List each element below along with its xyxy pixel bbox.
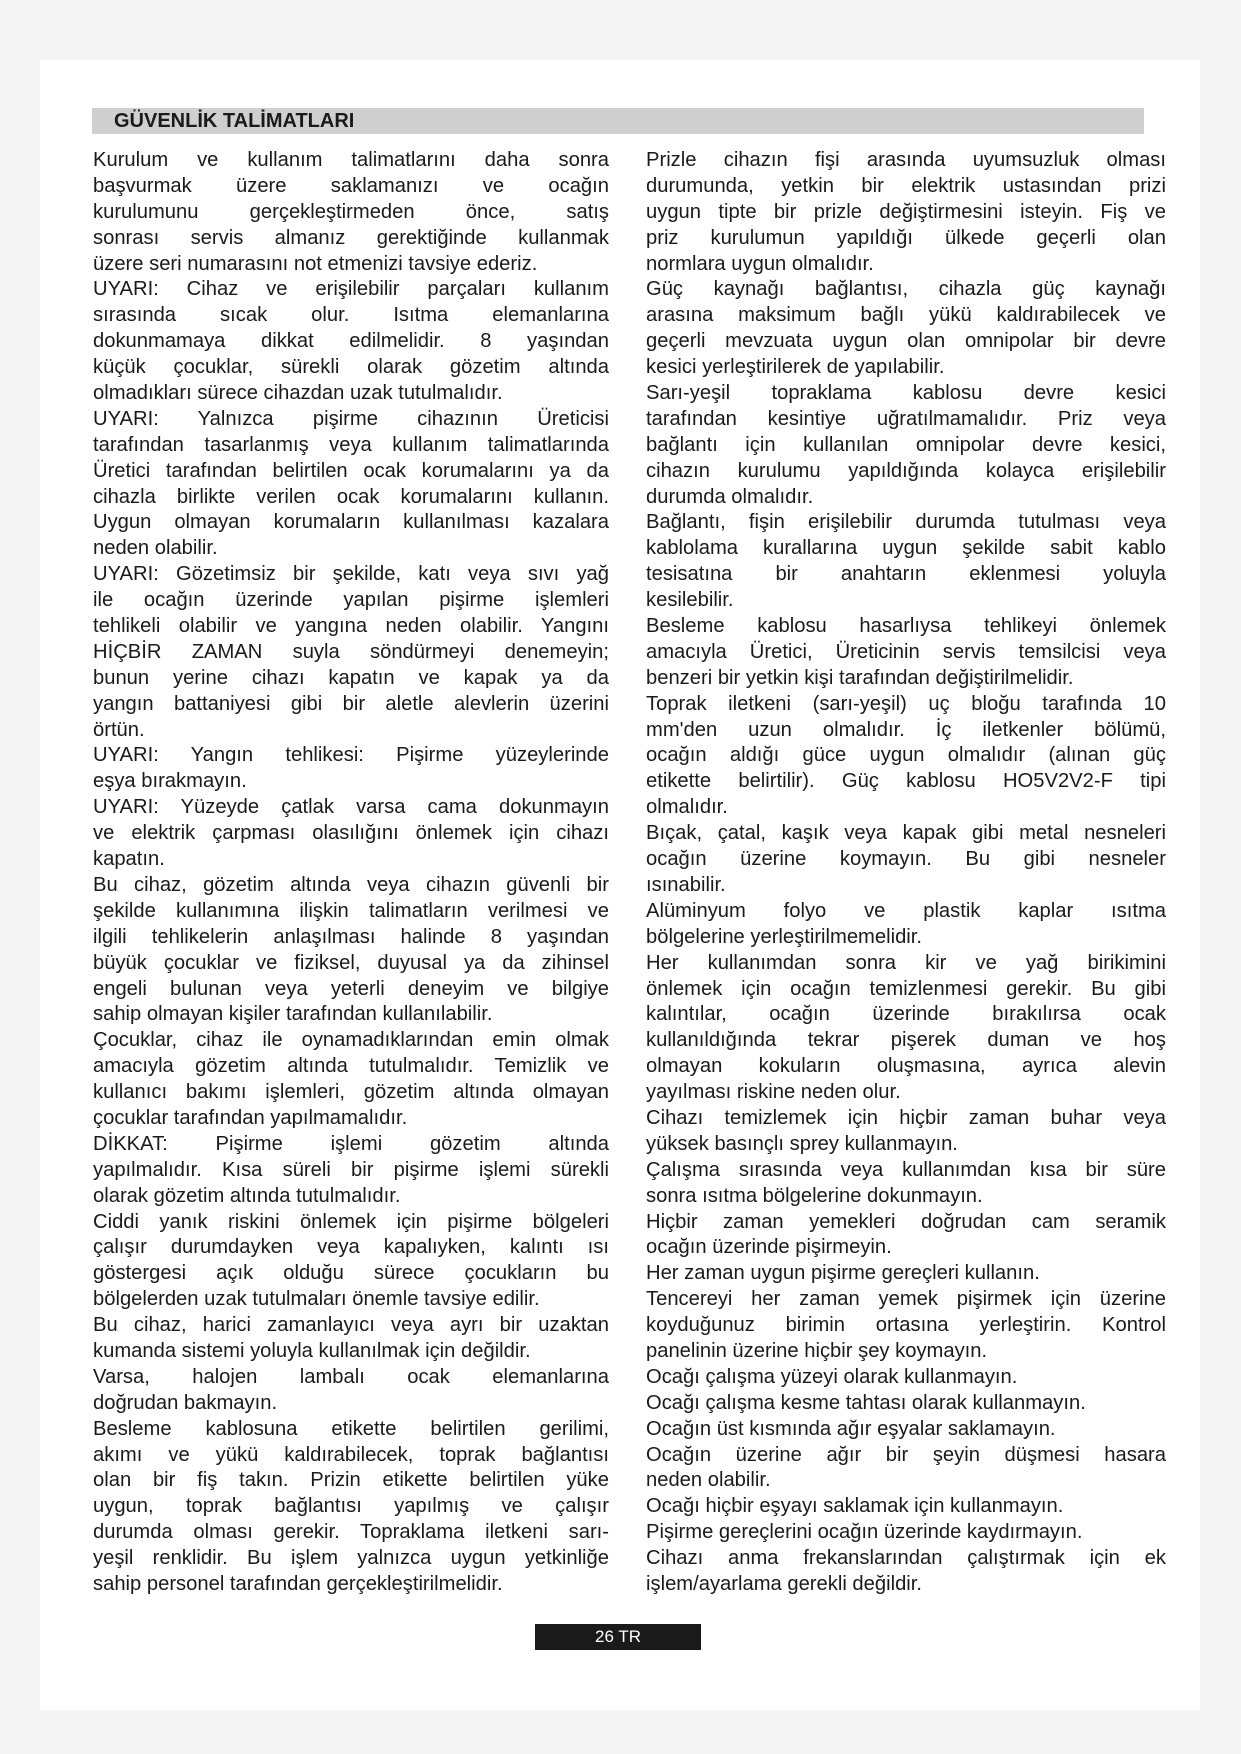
text-line: koyduğunuz birimin ortasına yerleştirin. Kontrol xyxy=(646,1314,1166,1337)
text-line: bölgelerden uzak tutulmaları önemle tavsiye edilir. xyxy=(93,1288,540,1311)
text-line: Bıçak, çatal, kaşık veya kapak gibi metal nesneleri xyxy=(646,822,1166,845)
text-line: geçerli mevzuata uygun olan omnipolar bir devre xyxy=(646,330,1166,353)
text-line: ile ocağın üzerinde yapılan pişirme işlemleri xyxy=(93,589,609,612)
text-line: Varsa, halojen lambalı ocak elemanlarına xyxy=(93,1365,609,1388)
text-line: yeşil renklidir. Bu işlem yalnızca uygun yetkinliğe xyxy=(93,1547,609,1570)
text-line: durumda olması gerekir. Topraklama iletkeni sarı- xyxy=(93,1521,609,1544)
text-line: yapılmalıdır. Kısa süreli bir pişirme işlemi sürekli xyxy=(93,1158,609,1181)
text-line: ocağın aldığı güce uygun olmalıdır (alınan güç xyxy=(646,744,1166,767)
text-line: bağlantı için kullanılan omnipolar devre kesici, xyxy=(646,433,1166,456)
section-header xyxy=(92,108,1144,134)
text-line: Prizle cihazın fişi arasında uyumsuzluk olması xyxy=(646,149,1166,171)
text-line: üzere seri numarasını not etmenizi tavsiye ederiz. xyxy=(93,252,538,275)
text-line: ve elektrik çarpması olasılığını önlemek için cihazı xyxy=(93,822,609,845)
text-line: Ocağın üzerine ağır bir şeyin düşmesi hasara xyxy=(646,1443,1166,1466)
text-line: Güç kaynağı bağlantısı, cihazla güç kaynağı xyxy=(646,278,1166,301)
text-line: büyük çocuklar ve fiziksel, duyusal ya da zihinsel xyxy=(93,951,609,974)
text-line: bunun yerine cihazı kapatın ve kapak ya da xyxy=(93,666,609,689)
text-line: olarak gözetim altında tutulmalıdır. xyxy=(93,1184,401,1207)
text-line: Cihazı anma frekanslarından çalıştırmak için ek xyxy=(646,1547,1166,1570)
text-line: Çocuklar, cihaz ile oynamadıklarından emin olmak xyxy=(93,1029,609,1052)
text-line: bölgelerine yerleştirilmemelidir. xyxy=(646,925,923,948)
text-line: tarafından tasarlanmış veya kullanım talimatlarında xyxy=(93,433,609,456)
text-line: amacıyla gözetim altında tutulmalıdır. Temizlik ve xyxy=(93,1055,609,1078)
text-line: dokunmamaya dikkat edilmelidir. 8 yaşından xyxy=(93,330,609,353)
text-line: ısınabilir. xyxy=(646,873,726,896)
text-line: Çalışma sırasında veya kullanımdan kısa bir süre xyxy=(646,1158,1166,1181)
text-line: akımı ve yükü kaldırabilecek, toprak bağlantısı xyxy=(93,1443,609,1466)
text-line: Besleme kablosuna etikette belirtilen gerilimi, xyxy=(93,1417,609,1440)
text-line: cihazla birlikte verilen ocak korumalarını kullanın. xyxy=(93,485,609,508)
text-line: Tencereyi her zaman yemek pişirmek için üzerine xyxy=(646,1288,1166,1311)
text-line: kalıntılar, ocağın üzerinde bırakılırsa ocak xyxy=(646,1003,1166,1026)
text-line: Alüminyum folyo ve plastik kaplar ısıtma xyxy=(646,899,1166,922)
text-line: göstergesi açık olduğu sürece çocukların bu xyxy=(93,1262,609,1285)
text-line: UYARI: Yalnızca pişirme cihazının Üreticisi xyxy=(93,407,609,430)
text-line: Her zaman uygun pişirme gereçleri kullanın. xyxy=(646,1262,1040,1285)
text-line: Uygun olmayan korumaların kullanılması kazalara xyxy=(93,511,609,534)
text-line: kumanda sistemi yoluyla kullanılmak için değildir. xyxy=(93,1339,531,1362)
text-line: Cihazı temizlemek için hiçbir zaman buhar veya xyxy=(646,1106,1166,1129)
text-line: uygun, toprak bağlantısı yapılmış ve çalışır xyxy=(93,1495,609,1518)
right-text-column xyxy=(646,148,1166,1598)
text-line: mm'den uzun olmalıdır. İç iletkenler bölümü, xyxy=(646,718,1166,741)
text-line: panelinin üzerine hiçbir şey koymayın. xyxy=(646,1339,988,1362)
text-line: doğrudan bakmayın. xyxy=(93,1391,278,1414)
text-line: durumda olmalıdır. xyxy=(646,485,814,508)
text-line: cihazın kurulumu yapıldığında kolayca erişilebilir xyxy=(646,459,1166,482)
text-line: yangın battaniyesi gibi bir aletle alevlerin üzerini xyxy=(93,692,609,715)
text-line: kesilebilir. xyxy=(646,589,734,612)
text-line: tarafından kesintiye uğratılmamalıdır. Priz veya xyxy=(646,407,1166,430)
text-line: normlara uygun olmalıdır. xyxy=(646,252,874,275)
text-line: Besleme kablosu hasarlıysa tehlikeyi önlemek xyxy=(646,615,1166,638)
section-title: GÜVENLİK TALİMATLARI xyxy=(114,110,355,132)
text-line: başvurmak üzere saklamanızı ve ocağın xyxy=(93,174,609,197)
text-line: tesisatına bir anahtarın eklenmesi yoluyla xyxy=(646,563,1166,586)
text-line: sonrası servis almanız gerektiğinde kullanmak xyxy=(93,226,609,249)
text-line: olmayan kokuların oluşmasına, ayrıca alevin xyxy=(646,1055,1166,1078)
text-line: tehlikeli olabilir ve yangına neden olabilir. Yangını xyxy=(93,615,609,638)
text-line: ilgili tehlikelerin anlaşılması halinde 8 yaşından xyxy=(93,925,609,948)
text-line: işlem/ayarlama gerekli değildir. xyxy=(646,1572,923,1595)
page-number: 26 TR xyxy=(595,1627,641,1646)
text-line: çocuklar tarafından yapılmamalıdır. xyxy=(93,1106,408,1129)
text-line: Kurulum ve kullanım talimatlarını daha sonra xyxy=(93,149,609,171)
text-line: kullanıcı bakımı işlemleri, gözetim altında olmayan xyxy=(93,1081,609,1104)
text-line: olan bir fiş takın. Prizin etikette belirtilen yüke xyxy=(93,1469,609,1492)
text-line: kapatın. xyxy=(93,848,165,871)
text-line: benzeri bir yetkin kişi tarafından değiştirilmelidir. xyxy=(646,666,1074,689)
text-line: Ocağın üst kısmında ağır eşyalar saklamayın. xyxy=(646,1417,1056,1440)
text-line: yayılması riskine neden olur. xyxy=(646,1081,901,1104)
text-line: UYARI: Yüzeyde çatlak varsa cama dokunmayın xyxy=(93,796,609,819)
text-line: ocağın üzerine koymayın. Bu gibi nesneler xyxy=(646,848,1166,871)
text-line: Bu cihaz, gözetim altında veya cihazın güvenli bir xyxy=(93,873,609,896)
text-line: ocağın üzerinde pişirmeyin. xyxy=(646,1236,892,1259)
text-line: kesici yerleştirilerek de yapılabilir. xyxy=(646,356,945,379)
text-line: Bu cihaz, harici zamanlayıcı veya ayrı bir uzaktan xyxy=(93,1314,609,1337)
text-line: neden olabilir. xyxy=(646,1469,771,1492)
left-text-column xyxy=(93,148,609,1598)
text-line: şekilde kullanımına ilişkin talimatların verilmesi ve xyxy=(93,899,609,922)
text-line: etikette belirtilir). Güç kablosu HO5V2V2-F tipi xyxy=(646,770,1166,793)
text-line: arasına maksimum bağlı yükü kaldırabilecek ve xyxy=(646,304,1166,327)
text-line: Ocağı çalışma yüzeyi olarak kullanmayın. xyxy=(646,1365,1018,1388)
text-line: sahip personel tarafından gerçekleştirilmelidir. xyxy=(93,1572,503,1595)
text-line: Ocağı çalışma kesme tahtası olarak kullanmayın. xyxy=(646,1391,1086,1414)
text-line: sonra ısıtma bölgelerine dokunmayın. xyxy=(646,1184,983,1207)
text-line: örtün. xyxy=(93,718,145,741)
text-line: kurulumunu gerçekleştirmeden önce, satış xyxy=(93,200,609,223)
text-line: kullanıldığında tekrar pişerek duman ve hoş xyxy=(646,1029,1166,1052)
text-line: priz kurulumun yapıldığı ülkede geçerli olan xyxy=(646,226,1166,249)
text-line: engeli bulunan veya yeterli deneyim ve bilgiye xyxy=(93,977,609,1000)
text-line: önlemek için ocağın temizlenmesi gerekir. Bu gibi xyxy=(646,977,1166,1000)
text-line: olmalıdır. xyxy=(646,796,728,819)
text-line: Üretici tarafından belirtilen ocak korumalarını ya da xyxy=(93,459,609,482)
text-line: kablolama kurallarına uygun şekilde sabit kablo xyxy=(646,537,1166,560)
text-line: eşya bırakmayın. xyxy=(93,770,247,793)
text-line: Pişirme gereçlerini ocağın üzerinde kaydırmayın. xyxy=(646,1521,1083,1544)
text-line: Bağlantı, fişin erişilebilir durumda tutulması veya xyxy=(646,511,1166,534)
text-line: Hiçbir zaman yemekleri doğrudan cam seramik xyxy=(646,1210,1166,1233)
text-line: yüksek basınçlı sprey kullanmayın. xyxy=(646,1132,958,1155)
text-line: Ocağı hiçbir eşyayı saklamak için kullanmayın. xyxy=(646,1495,1064,1518)
page-number-bar xyxy=(535,1624,701,1650)
text-line: durumunda, yetkin bir elektrik ustasından prizi xyxy=(646,174,1166,197)
text-line: HİÇBİR ZAMAN suyla söndürmeyi denemeyin; xyxy=(93,640,609,663)
text-line: olmadıkları sürece cihazdan uzak tutulmalıdır. xyxy=(93,382,503,405)
text-line: neden olabilir. xyxy=(93,537,218,560)
text-line: UYARI: Cihaz ve erişilebilir parçaları kullanım xyxy=(93,278,609,301)
text-line: uygun tipte bir prizle değiştirmesini isteyin. Fiş ve xyxy=(646,200,1166,223)
text-line: Ciddi yanık riskini önlemek için pişirme bölgeleri xyxy=(93,1210,609,1233)
text-line: sırasında sıcak olur. Isıtma elemanlarına xyxy=(93,304,609,327)
text-line: Toprak iletkeni (sarı-yeşil) uç bloğu tarafında 10 xyxy=(646,692,1166,715)
text-line: amacıyla Üretici, Üreticinin servis temsilcisi veya xyxy=(646,640,1166,663)
text-line: küçük çocuklar, sürekli olarak gözetim altında xyxy=(93,356,609,379)
text-line: Her kullanımdan sonra kir ve yağ birikimini xyxy=(646,951,1166,974)
text-line: DİKKAT: Pişirme işlemi gözetim altında xyxy=(93,1132,609,1155)
text-line: sahip olmayan kişiler tarafından kullanılabilir. xyxy=(93,1003,493,1026)
text-line: Sarı-yeşil topraklama kablosu devre kesici xyxy=(646,382,1166,405)
text-line: UYARI: Gözetimsiz bir şekilde, katı veya sıvı yağ xyxy=(93,563,609,586)
text-line: UYARI: Yangın tehlikesi: Pişirme yüzeylerinde xyxy=(93,744,609,767)
text-line: çalışır durumdayken veya kapalıyken, kalıntı ısı xyxy=(93,1236,609,1259)
